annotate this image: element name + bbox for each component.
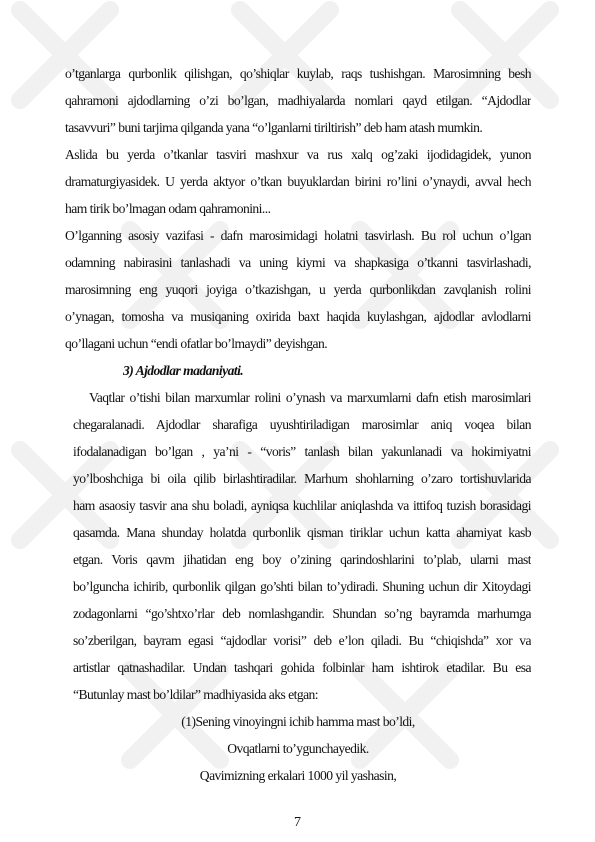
text-line: bo’lguncha ichirib, qurbonlik qilgan go’shti bilan to’ydiradi. Shuning uchun dir Xitoydagi	[73, 579, 531, 594]
text-line: dramaturgiyasidek. U yerda aktyor o’tkan buyuklardan birini ro’lini o’ynaydi, avval hech	[65, 174, 531, 189]
text-line: etgan. Voris qavm jihatidan eng boy o’zining qarindoshlarini to’plab, ularni mast	[73, 552, 531, 567]
poem-line: (1)Sening vinoyingni ichib hamma mast bo’ldi,	[181, 714, 415, 729]
text-line: qo’llagani uchun “endi ofatlar bo’lmaydi” deyishgan.	[65, 336, 328, 351]
text-line: “Butunlay mast bo’ldilar” madhiyasida aks etgan:	[73, 687, 319, 702]
text-line: odamning nabirasini tanlashadi va uning kiymi va shapkasiga o’tkanni tasvirlashadi,	[65, 255, 531, 270]
text-line: qasamda. Mana shunday holatda qurbonlik qisman tiriklar uchun katta ahamiyat kasb	[73, 525, 531, 540]
text-line: so’zberilgan, bayram egasi “ajdodlar vorisi” deb e’lon qiladi. Bu “chiqishda” xor va	[73, 633, 531, 648]
text-line: O’lganning asosiy vazifasi - dafn marosimidagi holatni tasvirlash. Bu rol uchun o’lgan	[65, 228, 531, 243]
poem-line: Qavimizning erkalari 1000 yil yashasin,	[199, 768, 397, 783]
text-line: Vaqtlar o’tishi bilan marxumlar rolini o’ynash va marxumlarni dafn etish marosimlari	[89, 390, 531, 405]
text-line: o’ynagan, tomosha va musiqaning oxirida baxt haqida kuylashgan, ajdodlar avlodlarni	[65, 309, 531, 324]
text-line: marosimning eng yuqori joyiga o’tkazishgan, u yerda qurbonlikdan zavqlanish rolini	[65, 282, 531, 297]
section-heading: 3) Ajdodlar madaniyati.	[123, 363, 244, 378]
page-number: 7	[294, 815, 301, 830]
text-line: ifodalanadigan bo’lgan , ya’ni - “voris” tanlash bilan yakunlanadi va hokimiyatni	[73, 444, 531, 459]
text-line: chegaralanadi. Ajdodlar sharafiga uyushtiriladigan marosimlar aniq voqea bilan	[73, 417, 531, 432]
text-line: o’tganlarga qurbonlik qilishgan, qo’shiqlar kuylab, raqs tushishgan. Marosimning besh	[65, 66, 531, 81]
text-line: artistlar qatnashadilar. Undan tashqari gohida folbinlar ham ishtirok etadilar. Bu esa	[73, 660, 531, 675]
text-line: ham asaosiy tasvir ana shu boladi, ayniqsa kuchlilar aniqlashda va ittifoq tuzish borasidagi	[73, 498, 531, 513]
text-line: zodagonlarni “go’shtxo’rlar deb nomlashgandir. Shundan so’ng bayramda marhumga	[73, 606, 531, 621]
text-line: tasavvuri” buni tarjima qilganda yana “o’lganlarni tiriltirish” deb ham atash mumkin.	[65, 120, 483, 135]
text-line: qahramoni ajdodlarning o’zi bo’lgan, madhiyalarda nomlari qayd etilgan. “Ajdodlar	[65, 93, 531, 108]
text-line: ham tirik bo’lmagan odam qahramonini...	[65, 201, 271, 216]
text-line: Aslida bu yerda o’tkanlar tasviri mashxur va rus xalq og’zaki ijodidagidek, yunon	[65, 147, 531, 162]
poem-line: Ovqatlarni to’ygunchayedik.	[227, 741, 369, 756]
text-line: yo’lboshchiga bi oila qilib birlashtiradilar. Marhum shohlarning o’zaro tortishuvlarida	[73, 471, 531, 486]
